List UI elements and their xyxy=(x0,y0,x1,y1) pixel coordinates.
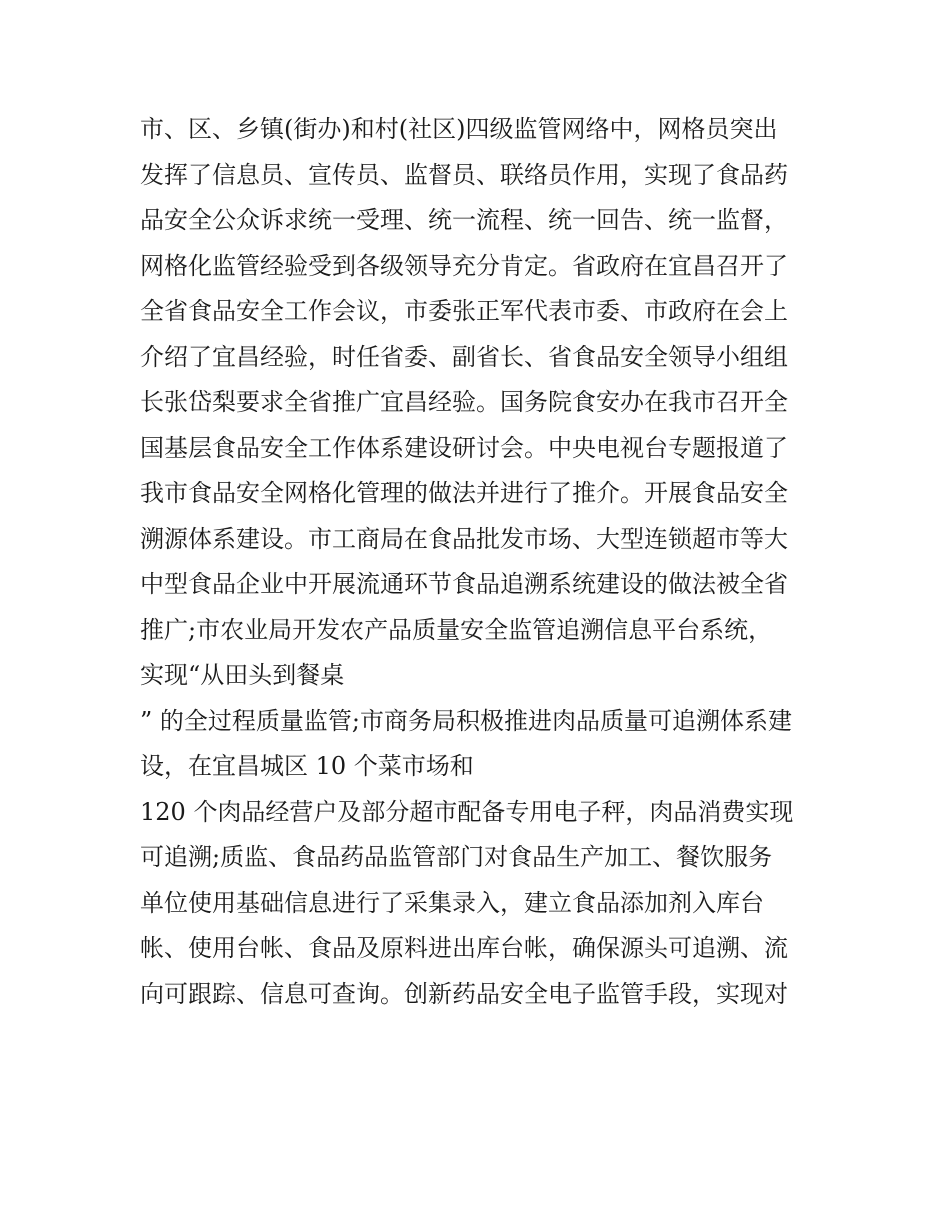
text-line: 介绍了宜昌经验，时任省委、副省长、省食品安全领导小组组 xyxy=(140,342,788,371)
text-line: 溯源体系建设。市工商局在食品批发市场、大型连锁超市等大 xyxy=(140,524,788,553)
text-line: 推广;市农业局开发农产品质量安全监管追溯信息平台系统， xyxy=(140,615,773,644)
body-text xyxy=(140,107,820,1017)
text-line: 向可跟踪、信息可查询。创新药品安全电子监管手段，实现对 xyxy=(140,979,788,1008)
text-line: 可追溯;质监、食品药品监管部门对食品生产加工、餐饮服务 xyxy=(140,843,773,871)
text-line: 实现“从田头到餐桌 xyxy=(140,661,345,689)
text-line: 品安全公众诉求统一受理、统一流程、统一回告、统一监督， xyxy=(140,206,788,234)
text-line: 我市食品安全网格化管理的做法并进行了推介。开展食品安全 xyxy=(140,479,788,507)
text-line: 市、区、乡镇(街办)和村(社区)四级监管网络中，网格员突出 xyxy=(140,115,778,143)
text-line: 120 个肉品经营户及部分超市配备专用电子秤，肉品消费实现 xyxy=(140,797,794,826)
text-line: 国基层食品安全工作体系建设研讨会。中央电视台专题报道了 xyxy=(140,433,788,462)
text-line: 长张岱梨要求全省推广宜昌经验。国务院食安办在我市召开全 xyxy=(140,388,788,416)
text-line: 全省食品安全工作会议，市委张正军代表市委、市政府在会上 xyxy=(140,297,788,325)
text-line: 网格化监管经验受到各级领导充分肯定。省政府在宜昌召开了 xyxy=(140,251,788,280)
text-line: ” 的全过程质量监管;市商务局积极推进肉品质量可追溯体系建 xyxy=(140,706,792,735)
text-line: 中型食品企业中开展流通环节食品追溯系统建设的做法被全省 xyxy=(140,570,788,598)
text-line: 帐、使用台帐、食品及原料进出库台帐，确保源头可追溯、流 xyxy=(140,934,788,962)
text-line: 设，在宜昌城区 10 个菜市场和 xyxy=(140,752,474,780)
text-line: 单位使用基础信息进行了采集录入，建立食品添加剂入库台 xyxy=(140,888,764,917)
text-line: 发挥了信息员、宣传员、监督员、联络员作用，实现了食品药 xyxy=(140,160,788,189)
